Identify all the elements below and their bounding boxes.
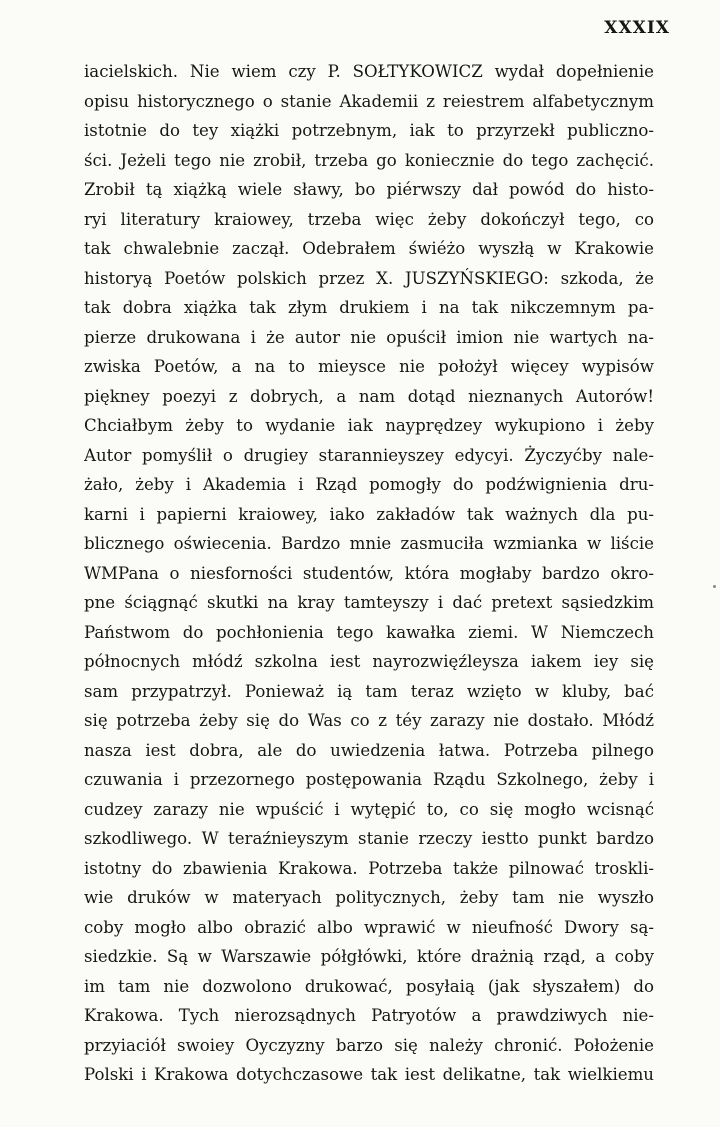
text-line: Autor pomyślił o drugiey starannieyszey edycyi. Życzyćby nale- [84, 445, 654, 465]
body-text [84, 57, 654, 1090]
text-line: szkodliwego. W teraźnieyszym stanie rzeczy iestto punkt bardzo [84, 829, 654, 848]
text-line: iacielskich. Nie wiem czy P. SOŁTYKOWICZ wydał dopełnienie [84, 62, 654, 81]
text-line: się potrzeba żeby się do Was co z téy zarazy nie dostało. Młódź [84, 711, 654, 730]
text-line: Chciałbym żeby to wydanie iak nayprędzey wykupiono i żeby [84, 416, 654, 435]
text-line: ryi literatury kraiowey, trzeba więc żeby dokończył tego, co [84, 209, 654, 229]
text-line: Państwom do pochłonienia tego kawałka ziemi. W Niemczech [84, 622, 654, 642]
text-line: zwiska Poetów, a na to mieysce nie położył więcey wypisów [84, 357, 654, 376]
text-line: wie druków w materyach politycznych, żeby tam nie wyszło [84, 888, 654, 907]
text-line: cudzey zarazy nie wpuścić i wytępić to, co się mogło wcisnąć [84, 799, 654, 819]
text-line: tak dobra xiążka tak złym drukiem i na tak nikczemnym pa- [84, 298, 654, 317]
text-line: siedzkie. Są w Warszawie półgłówki, które drażnią rząd, a coby [84, 947, 654, 966]
text-line: istotnie do tey xiążki potrzebnym, iak to przyrzekł publiczno- [84, 121, 654, 140]
text-line: pierze drukowana i że autor nie opuścił imion nie wartych na- [84, 327, 654, 347]
text-line: pne ściągnąć skutki na kray tamteyszy i dać pretext sąsiedzkim [84, 593, 654, 612]
text-line: północnych młódź szkolna iest nayrozwięźleysza iakem iey się [84, 652, 654, 671]
text-line: coby mogło albo obrazić albo wprawić w nieufność Dwory są- [84, 917, 654, 937]
text-line: historyą Poetów polskich przez X. JUSZYŃSKIEGO: szkoda, że [84, 268, 654, 288]
text-line: czuwania i przezornego postępowania Rządu Szkolnego, żeby i [84, 770, 654, 789]
text-line: tak chwalebnie zaczął. Odebrałem świéżo wyszłą w Krakowie [84, 239, 654, 258]
text-line: przyiaciół swoiey Oyczyzny barzo się należy chronić. Położenie [84, 1035, 654, 1055]
text-line: WMPana o niesforności studentów, która mogłaby bardzo okro- [84, 563, 654, 583]
text-line: im tam nie dozwolono drukować, posyłaią (jak słyszałem) do [84, 976, 654, 996]
paper-speck [713, 585, 716, 588]
page-number: XXXIX [604, 18, 670, 38]
text-line: sam przypatrzył. Ponieważ ią tam teraz wzięto w kluby, bać [84, 681, 654, 701]
text-line: ści. Jeżeli tego nie zrobił, trzeba go koniecznie do tego zachęcić. [84, 150, 654, 170]
text-line: Zrobił tą xiążką wiele sławy, bo piérwszy dał powód do histo- [84, 180, 654, 199]
text-line: żało, żeby i Akademia i Rząd pomogły do podźwignienia dru- [84, 475, 654, 494]
text-line: blicznego oświecenia. Bardzo mnie zasmuciła wzmianka w liście [84, 534, 654, 553]
text-line: Krakowa. Tych nierozsądnych Patryotów a prawdziwych nie- [84, 1006, 654, 1025]
text-line: nasza iest dobra, ale do uwiedzenia łatwa. Potrzeba pilnego [84, 740, 654, 760]
text-line: opisu historycznego o stanie Akademii z reiestrem alfabetycznym [84, 91, 654, 111]
text-line: piękney poezyi z dobrych, a nam dotąd nieznanych Autorów! [84, 386, 654, 406]
text-line: istotny do zbawienia Krakowa. Potrzeba także pilnować troskli- [84, 858, 654, 878]
text-line: karni i papierni kraiowey, iako zakładów tak ważnych dla pu- [84, 504, 654, 524]
text-line: Polski i Krakowa dotychczasowe tak iest delikatne, tak wielkiemu [84, 1065, 654, 1084]
